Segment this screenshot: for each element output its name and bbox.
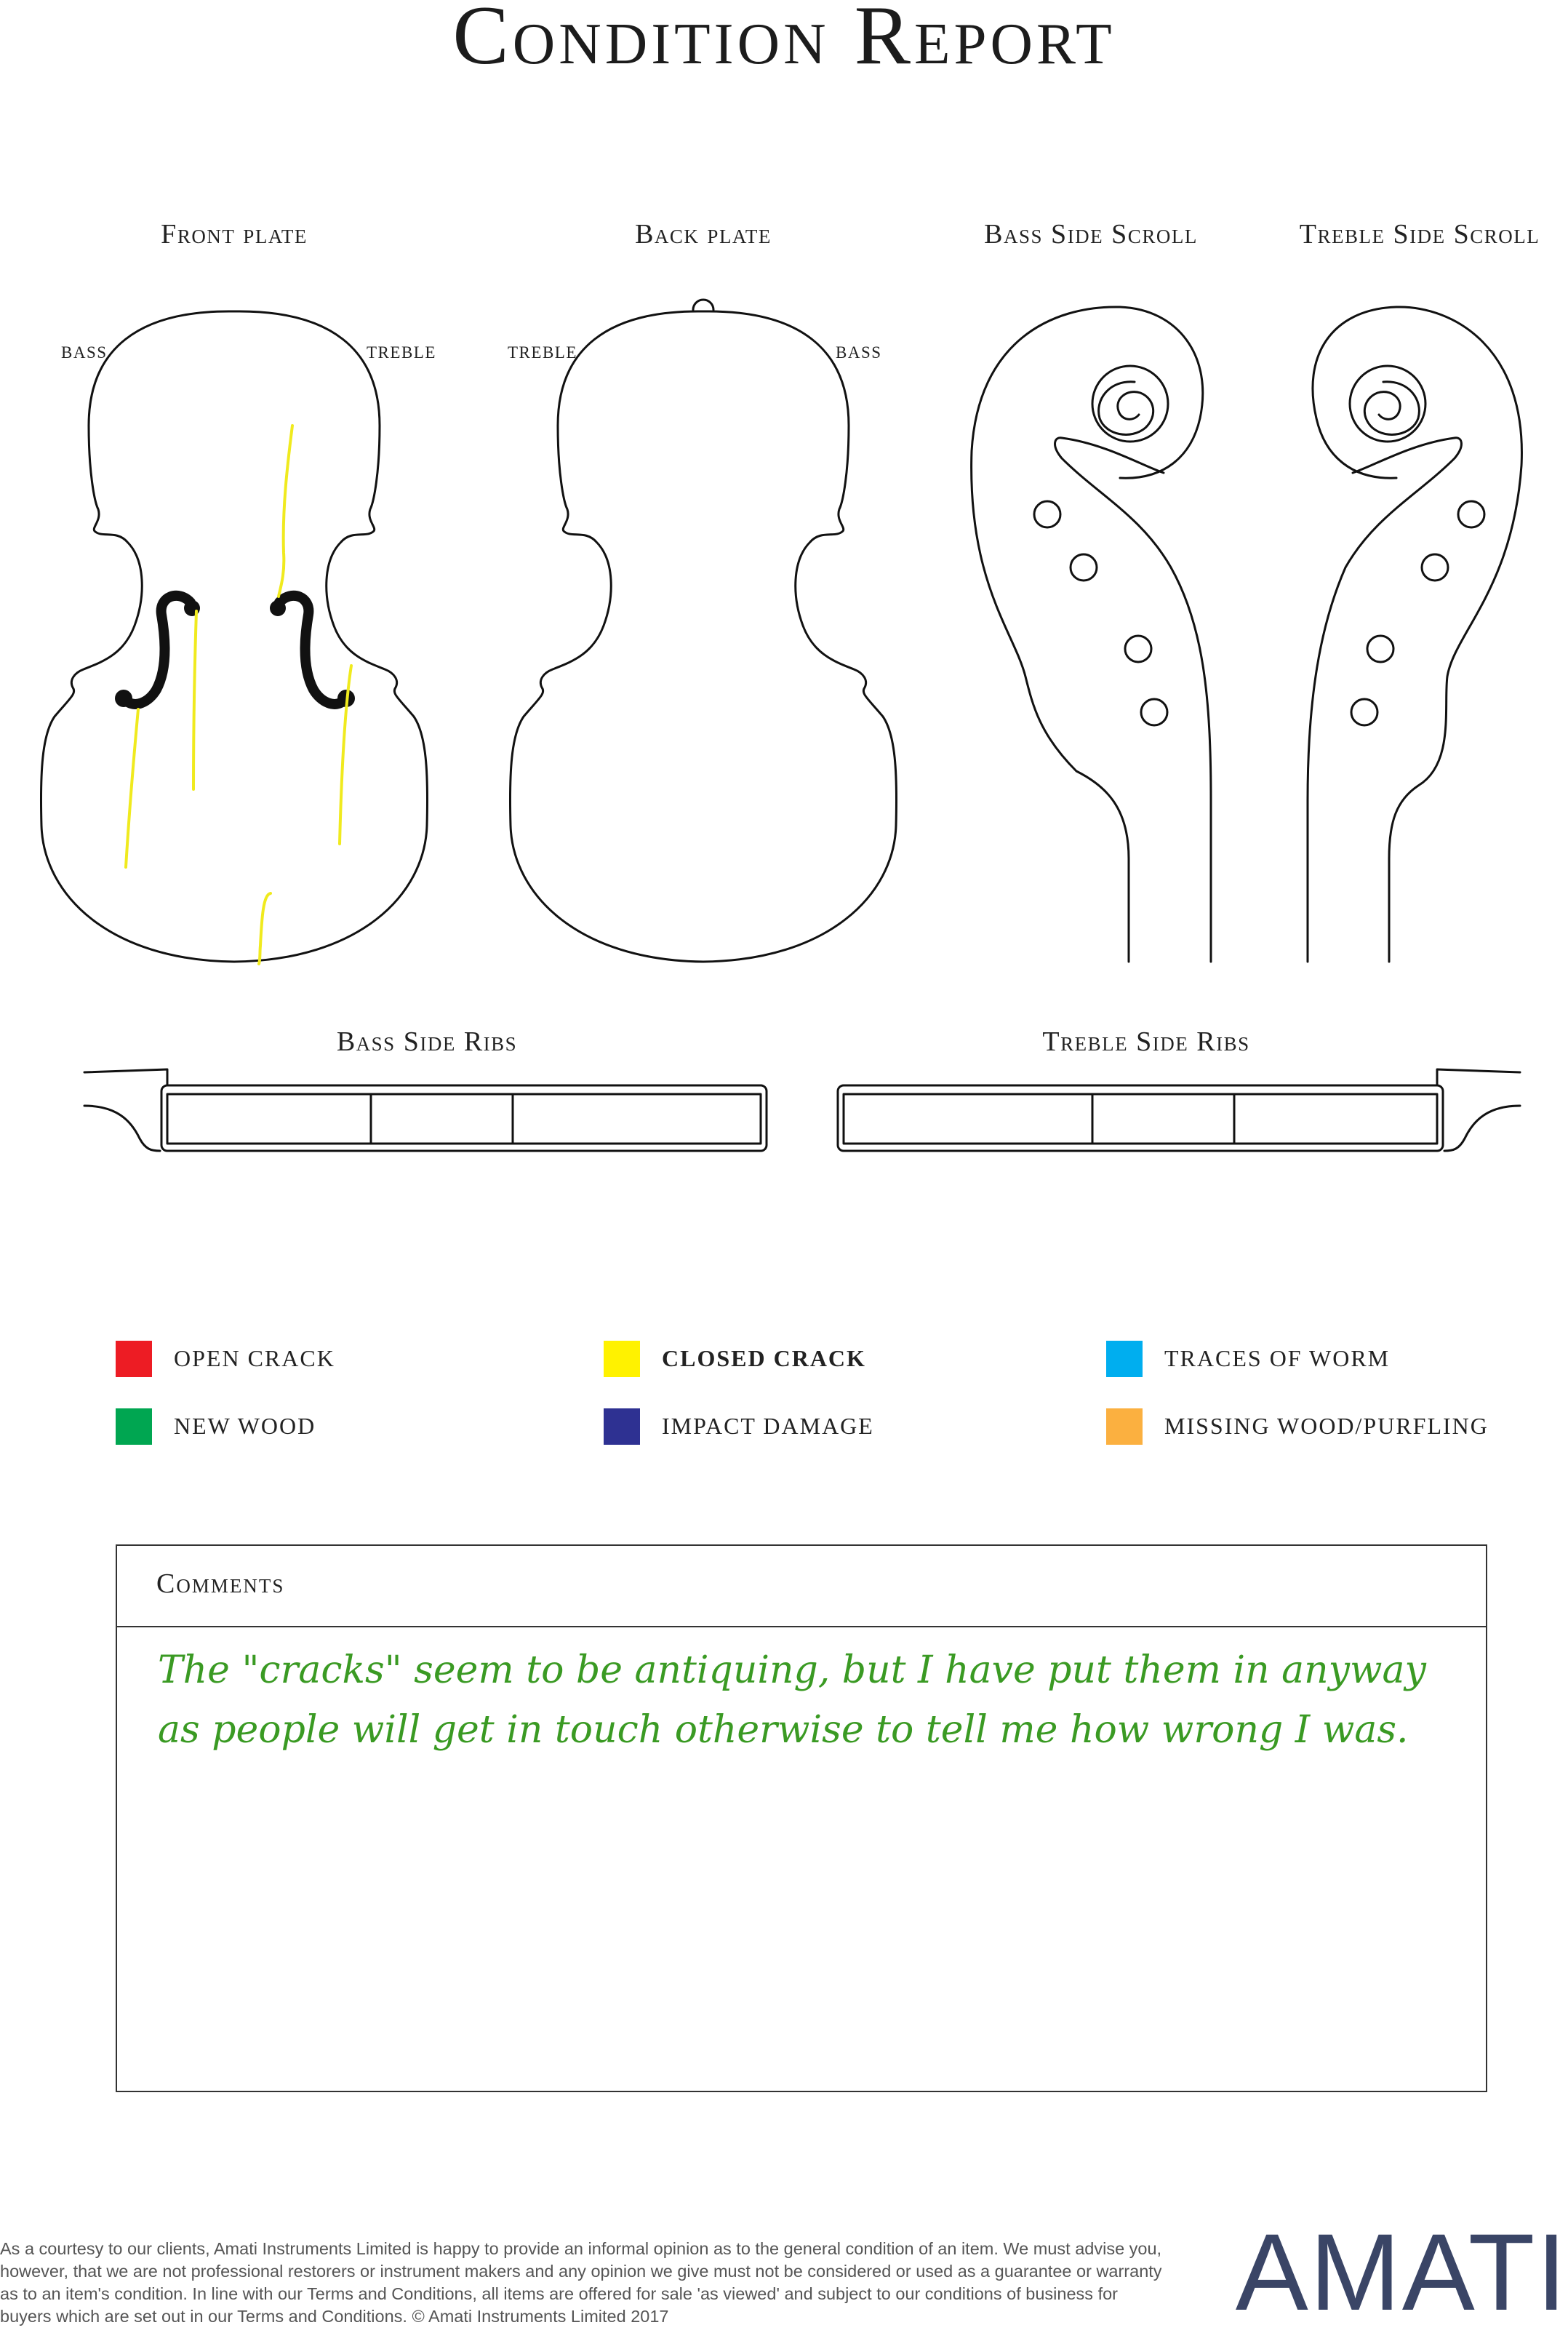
disclaimer-text: As a courtesy to our clients, Amati Instruments Limited is happy to provide an informal opinion as to the general condition of an item. We must advise you, however, that we are not professional restorers or instrument makers and any opinion we give must not be considered or used as a guarantee or warranty as to an item's condition. In line with our Terms and Conditions, all items are offered for sale 'as viewed' and subject to our conditions of business for buyers which are set out in our Terms and Conditions. © Amati Instruments Limited 2017: [0, 2239, 1162, 2326]
legend-label: CLOSED CRACK: [662, 1345, 866, 1371]
bass-scroll-label: Bass Side Scroll: [984, 219, 1198, 250]
amati-logo: AMATI: [1235, 2211, 1568, 2333]
legend-swatch: [116, 1408, 152, 1445]
page-title: Condition Report: [452, 0, 1116, 82]
front-bass-label: BASS: [61, 343, 108, 362]
bass-scroll: [972, 307, 1211, 962]
legend-swatch: [1106, 1408, 1143, 1445]
crack-mark: [193, 611, 196, 789]
back-plate-label: Back plate: [635, 219, 772, 250]
crack-mark: [279, 426, 292, 597]
back-treble-label: TREBLE: [508, 343, 577, 362]
legend-label: TRACES OF WORM: [1164, 1345, 1391, 1371]
legend-swatch: [1106, 1341, 1143, 1377]
legend-label: IMPACT DAMAGE: [662, 1413, 874, 1439]
legend-swatch: [604, 1408, 640, 1445]
treble-scroll-label: Treble Side Scroll: [1299, 219, 1540, 250]
legend-label: OPEN CRACK: [174, 1345, 335, 1371]
bass-ribs: [84, 1069, 767, 1151]
front-treble-label: TREBLE: [367, 343, 436, 362]
crack-mark: [259, 893, 271, 964]
front-plate-outline: [41, 311, 427, 962]
back-bass-label: BASS: [836, 343, 882, 362]
back-plate-outline: [510, 311, 896, 962]
crack-mark: [126, 709, 138, 867]
treble-ribs-label: Treble Side Ribs: [1042, 1026, 1250, 1057]
comments-text[interactable]: The "cracks" seem to be antiquing, but I have put them in anyway as people will get in touch otherwise to tell me how wrong I was.: [158, 1648, 1426, 1752]
comments-title: Comments: [156, 1568, 285, 1599]
legend-label: MISSING WOOD/PURFLING: [1164, 1413, 1489, 1439]
comments-header: [117, 1546, 1486, 1627]
f-holes: [115, 596, 355, 707]
legend-swatch: [604, 1341, 640, 1377]
legend-swatch: [116, 1341, 152, 1377]
comments-box: [116, 1544, 1487, 2092]
treble-ribs: [838, 1069, 1520, 1151]
treble-scroll: [1308, 307, 1521, 962]
back-button: [693, 300, 713, 310]
front-plate-label: Front plate: [161, 219, 308, 250]
bass-ribs-label: Bass Side Ribs: [336, 1026, 518, 1057]
legend-label: NEW WOOD: [174, 1413, 316, 1439]
